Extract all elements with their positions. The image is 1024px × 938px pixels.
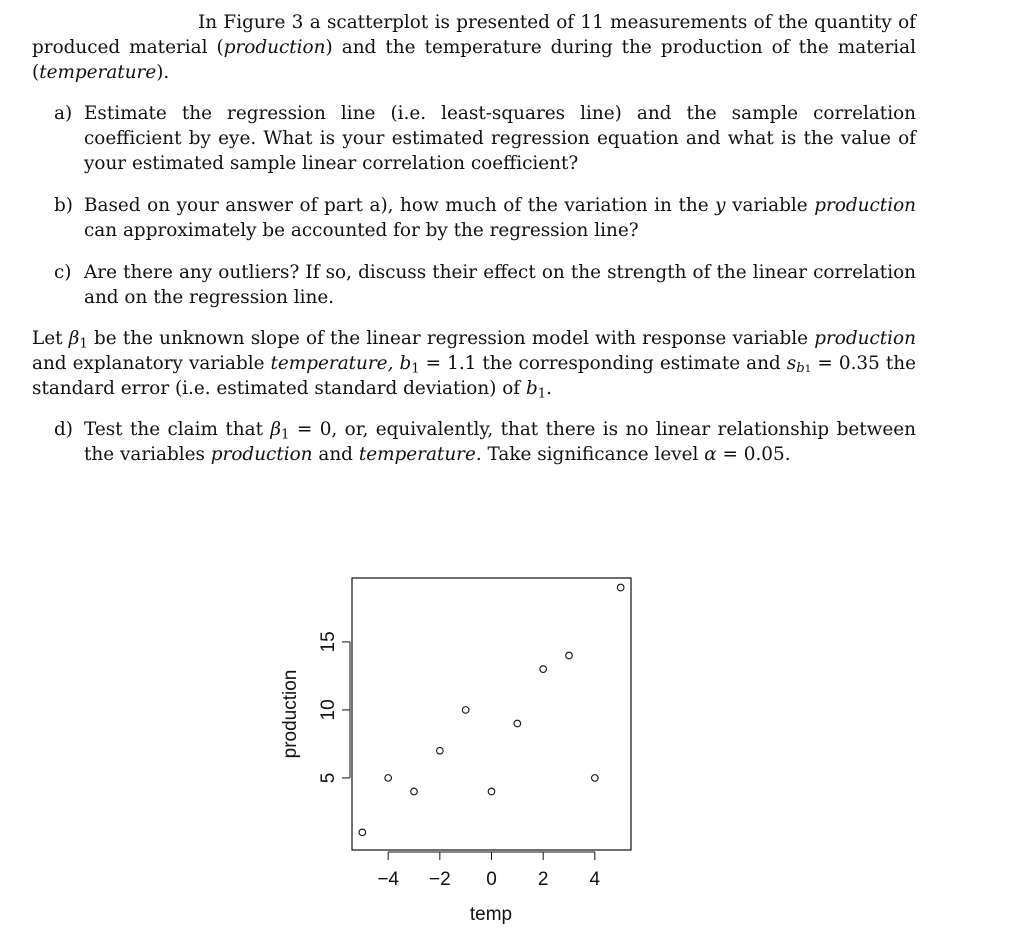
x-tick-label: −4 — [377, 869, 400, 890]
y-axis-label: production — [280, 669, 301, 759]
x-tick-label: 0 — [486, 869, 497, 890]
data-point — [488, 788, 495, 795]
x-tick-label: 4 — [589, 869, 601, 890]
y-tick-label: 5 — [318, 772, 339, 784]
data-point — [540, 666, 547, 673]
data-point — [462, 707, 469, 714]
question-c: c) Are there any outliers? If so, discuss their effect on the strength of the linear correlation and on the regression line. — [54, 262, 916, 308]
question-a: a) Estimate the regression line (i.e. least-squares line) and the sample correlation coefficient by eye. What is your estimated regression equation and what is the value of your estimated sample linear correlation coefficient? — [54, 103, 916, 174]
data-point — [359, 829, 366, 836]
data-point — [566, 652, 573, 659]
scatterplot — [250, 562, 670, 938]
model-paragraph: Let $\beta_1$ be the unknown slope of the linear regression model with response variable production and explanatory variable temperature, $b_1 = 1.1$ the corresponding estimate and $s_{b1} = 0.35$ the standard error (i.e. estimated standard deviation) of $b_1$. — [32, 328, 916, 402]
x-axis-label: temp — [469, 904, 513, 925]
x-tick-label: −2 — [428, 869, 451, 890]
data-point — [411, 788, 418, 795]
y-axis — [318, 631, 350, 783]
plot-frame — [352, 578, 631, 850]
data-point — [385, 775, 392, 782]
question-b: b) Based on your answer of part a), how much of the variation in the y variable production can approximately be accounted for by the regression line? — [54, 195, 916, 241]
y-tick-label: 15 — [318, 631, 339, 653]
data-point — [592, 775, 599, 782]
scatterplot-figure — [250, 562, 670, 938]
x-axis — [377, 852, 600, 890]
question-d: d) Test the claim that $\beta_1 = 0$, or, equivalently, that there is no linear relationship between the variables production and temperature. Take significance level α = 0.05. — [54, 419, 916, 465]
data-point — [437, 747, 444, 754]
exercise-text — [32, 10, 916, 467]
intro-paragraph: In Figure 3 a scatterplot is presented of 11 measurements of the quantity of produced material (production) and the temperature during the production of the material (temperature). — [32, 12, 916, 83]
x-tick-label: 2 — [537, 869, 549, 890]
y-tick-label: 10 — [318, 699, 339, 721]
data-point — [617, 584, 624, 591]
data-points — [359, 584, 624, 835]
data-point — [514, 720, 521, 727]
